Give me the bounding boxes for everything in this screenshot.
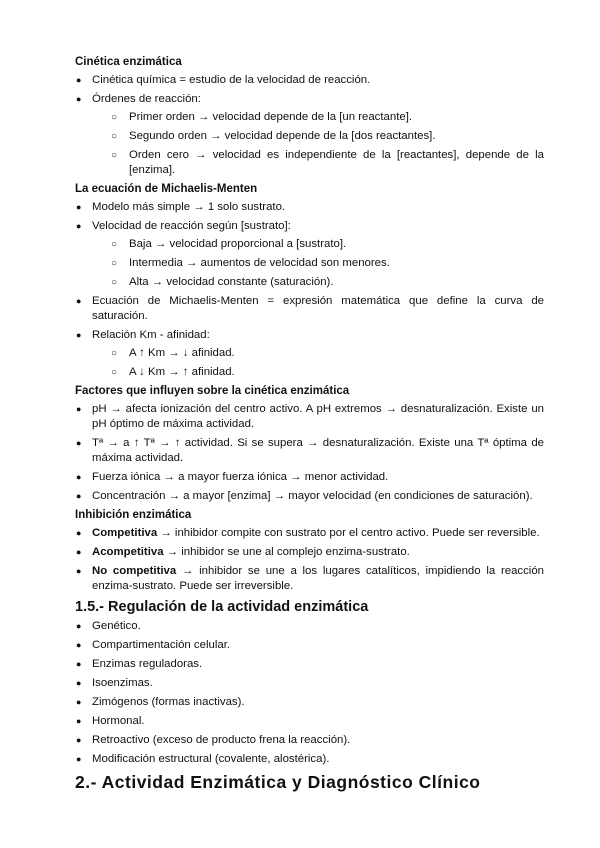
sublist-km	[92, 346, 544, 380]
term-text: → inhibidor se une al complejo enzima-sustrato.	[163, 546, 410, 558]
list-item-no-competitiva	[75, 564, 544, 594]
list-item: ● Cinética química = estudio de la velocidad de reacción.	[75, 73, 544, 88]
list-item-text: Relación Km - afinidad:	[92, 329, 210, 341]
sublist-ordenes	[92, 110, 544, 178]
list-item: ● Modelo más simple → 1 solo sustrato.	[75, 200, 544, 215]
list-item-acompetitiva	[75, 545, 544, 560]
list-item: ● Ecuación de Michaelis-Menten = expresión matemática que define la curva de saturación.	[75, 294, 544, 324]
sublist-item: ○ Intermedia → aumentos de velocidad son menores.	[92, 256, 544, 271]
list-item-competitiva	[75, 526, 544, 541]
heading-michaelis: La ecuación de Michaelis-Menten	[75, 183, 258, 195]
list-item: ● Genético.	[75, 619, 544, 634]
list-item: ● Modificación estructural (covalente, alostérica).	[75, 752, 544, 767]
sublist-velocidad	[92, 237, 544, 290]
document-content	[75, 55, 544, 793]
list-item: ● Fuerza iónica → a mayor fuerza iónica → menor actividad.	[75, 470, 544, 485]
list-inhibicion	[75, 526, 544, 594]
sublist-item: ○ Baja → velocidad proporcional a [sustrato].	[92, 237, 544, 252]
list-regulacion	[75, 619, 544, 767]
term-text: → inhibidor compite con sustrato por el centro activo. Puede ser reversible.	[157, 527, 540, 539]
list-item: ● Enzimas reguladoras.	[75, 657, 544, 672]
heading-inhibicion: Inhibición enzimática	[75, 509, 192, 521]
term-text: → inhibidor se une a los lugares catalíticos, impidiendo la reacción enzima-sustrato. Puede ser irreversible.	[92, 565, 544, 592]
heading-cinetica: Cinética enzimática	[75, 56, 182, 68]
sublist-item: ○ A ↓ Km → ↑ afinidad.	[92, 365, 544, 380]
heading-section-2: 2.- Actividad Enzimática y Diagnóstico Clínico	[75, 772, 481, 792]
list-item-velocidad	[75, 219, 544, 290]
term-bold: Acompetitiva	[92, 546, 164, 558]
list-factores	[75, 402, 544, 504]
list-item: ● Isoenzimas.	[75, 676, 544, 691]
list-item: ● Concentración → a mayor [enzima] → mayor velocidad (en condiciones de saturación).	[75, 489, 544, 504]
term-bold: Competitiva	[92, 527, 158, 539]
heading-factores: Factores que influyen sobre la cinética enzimática	[75, 385, 350, 397]
heading-regulacion: 1.5.- Regulación de la actividad enzimática	[75, 599, 369, 615]
list-item-km	[75, 328, 544, 380]
list-item-text: Velocidad de reacción según [sustrato]:	[92, 220, 291, 232]
term-bold: No competitiva	[92, 565, 177, 577]
list-item: ● Retroactivo (exceso de producto frena la reacción).	[75, 733, 544, 748]
list-michaelis	[75, 200, 544, 380]
sublist-item: ○ Segundo orden → velocidad depende de la [dos reactantes].	[92, 129, 544, 144]
sublist-item: ○ Alta → velocidad constante (saturación).	[92, 275, 544, 290]
sublist-item: ○ Orden cero → velocidad es independiente de la [reactantes], depende de la [enzima].	[92, 148, 544, 178]
list-item: ● Compartimentación celular.	[75, 638, 544, 653]
list-item: ● pH → afecta ionización del centro activo. A pH extremos → desnaturalización. Existe un pH óptimo de máxima actividad.	[75, 402, 544, 432]
list-cinetica	[75, 73, 544, 178]
list-item: ● Tª → a ↑ Tª → ↑ actividad. Si se supera → desnaturalización. Existe una Tª óptima de máxima actividad.	[75, 436, 544, 466]
list-item: ● Zimógenos (formas inactivas).	[75, 695, 544, 710]
list-item-text: Órdenes de reacción:	[92, 93, 201, 105]
list-item: ● Hormonal.	[75, 714, 544, 729]
sublist-item: ○ Primer orden → velocidad depende de la [un reactante].	[92, 110, 544, 125]
list-item-ordenes	[75, 92, 544, 178]
sublist-item: ○ A ↑ Km → ↓ afinidad.	[92, 346, 544, 361]
